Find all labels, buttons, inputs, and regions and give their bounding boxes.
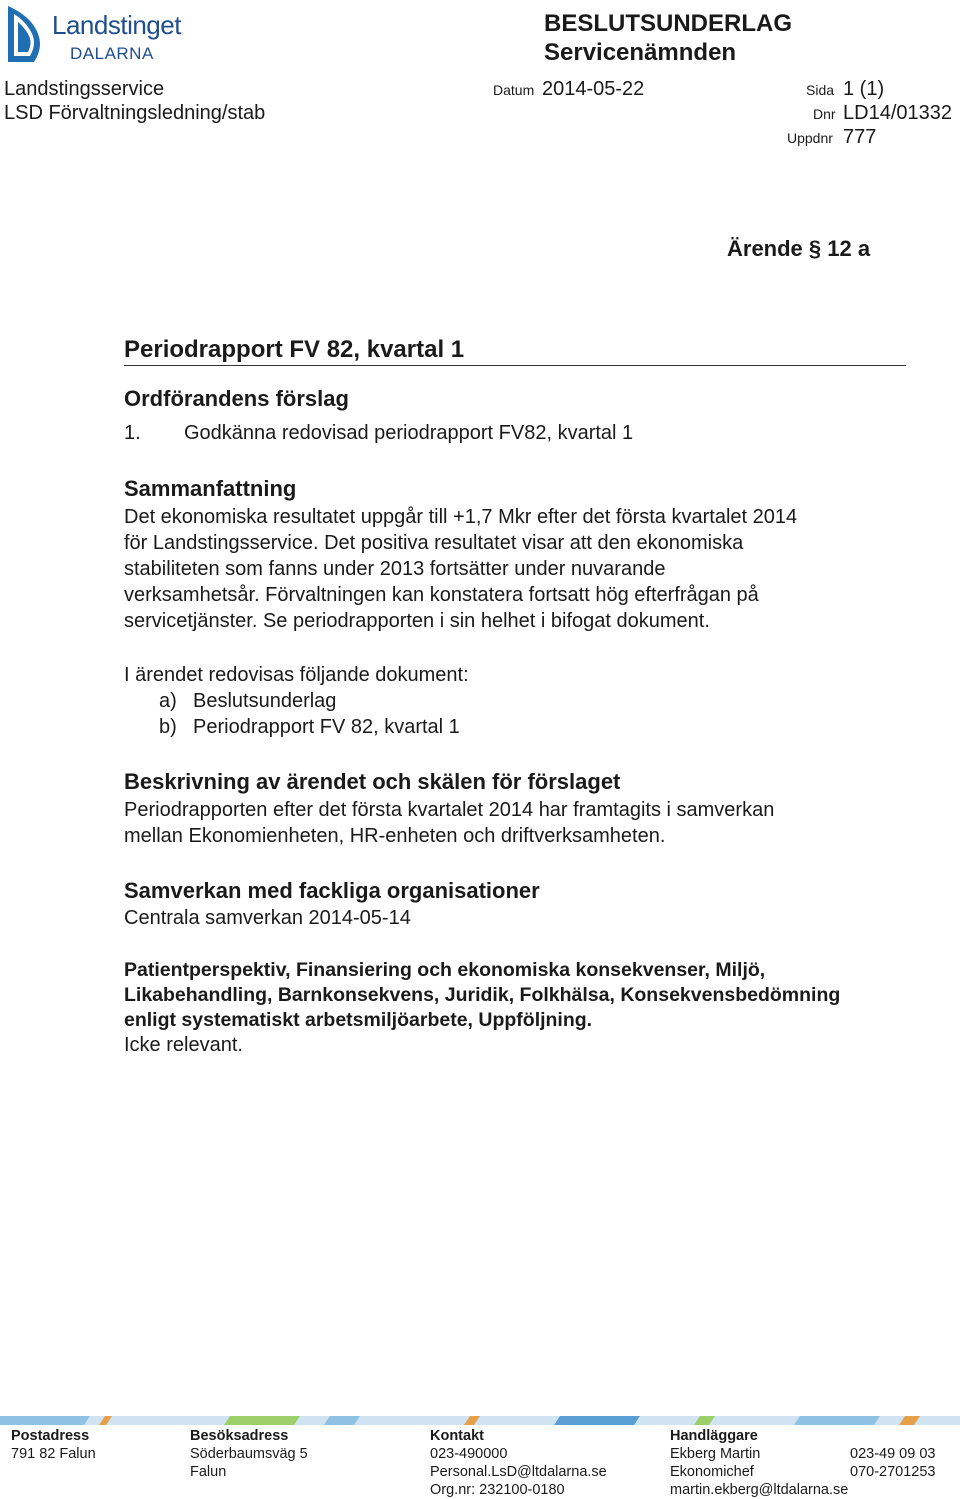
uppdnr-value: 777 (843, 126, 877, 148)
description-line: Periodrapporten efter det första kvartalet 2014 har framtagits i samverkan (124, 799, 775, 821)
date-value: 2014-05-22 (542, 78, 645, 100)
footer-label: Kontakt (430, 1428, 484, 1444)
perspectives-text: Icke relevant. (124, 1034, 243, 1056)
case-value: 12 a (827, 236, 871, 261)
dnr-value: LD14/01332 (843, 102, 952, 124)
document-text: Beslutsunderlag (193, 690, 337, 712)
perspectives-line: enligt systematiskt arbetsmiljöarbete, Uppföljning. (124, 1009, 593, 1031)
footer-line: Söderbaumsväg 5 (190, 1446, 308, 1462)
unit-name: LSD Förvaltningsledning/stab (4, 102, 266, 124)
footer-phone: 070-2701253 (850, 1464, 936, 1480)
logo-region: DALARNA (70, 44, 154, 63)
logo (4, 4, 181, 66)
summary-line: stabiliteten som fanns under 2013 fortsätter under nuvarande (124, 558, 666, 580)
footer-line: Ekberg Martin (670, 1446, 761, 1462)
footer-label: Handläggare (670, 1428, 758, 1444)
summary-line: Det ekonomiska resultatet uppgår till +1,7 Mkr efter det första kvartalet 2014 (124, 506, 798, 528)
footer-line: Org.nr: 232100-0180 (430, 1482, 565, 1498)
summary-line: servicetjänster. Se periodrapporten i sin helhet i bifogat dokument. (124, 610, 710, 632)
footer-label: Besöksadress (190, 1428, 289, 1444)
footer-kontakt (430, 1427, 607, 1499)
proposal-item-text: Godkänna redovisad periodrapport FV82, kvartal 1 (184, 422, 634, 444)
perspectives-line: Patientperspektiv, Finansiering och ekonomiska konsekvenser, Miljö, (124, 959, 766, 981)
footer-email: Personal.LsD@ltdalarna.se (430, 1464, 607, 1480)
summary-heading: Sammanfattning (124, 476, 297, 501)
logo-name: Landstinget (52, 10, 181, 40)
summary-line: verksamhetsår. Förvaltningen kan konstatera fortsatt hög efterfrågan på (124, 584, 759, 606)
footer-email: martin.ekberg@ltdalarna.se (670, 1482, 849, 1498)
footer-handlaggare (670, 1427, 848, 1499)
page-label: Sida (806, 82, 835, 98)
footer-label: Postadress (11, 1428, 90, 1444)
document-marker: b) (159, 716, 177, 738)
page-title: Periodrapport FV 82, kvartal 1 (124, 336, 465, 363)
document-text: Periodrapport FV 82, kvartal 1 (193, 716, 460, 738)
document-marker: a) (159, 690, 177, 712)
uppdnr-label: Uppdnr (787, 130, 833, 146)
description-heading: Beskrivning av ärendet och skälen för förslaget (124, 769, 621, 794)
perspectives-heading (124, 958, 840, 1033)
cooperation-text: Centrala samverkan 2014-05-14 (124, 907, 411, 929)
proposal-item (124, 420, 633, 446)
date-label: Datum (493, 82, 535, 98)
case-label: Ärende (727, 236, 803, 261)
summary-line: för Landstingsservice. Det positiva resultatet visar att den ekonomiska (124, 532, 744, 554)
documents-intro: I ärendet redovisas följande dokument: (124, 664, 469, 686)
document-item (159, 688, 336, 714)
cooperation-heading: Samverkan med fackliga organisationer (124, 878, 540, 903)
case-number (727, 236, 870, 262)
description-text (124, 797, 774, 849)
footer-phone: 023-49 09 03 (850, 1446, 936, 1462)
perspectives-line: Likabehandling, Barnkonsekvens, Juridik, Folkhälsa, Konsekvensbedömning (124, 984, 841, 1006)
summary-text (124, 504, 797, 634)
title-divider (124, 365, 906, 366)
page-value: 1 (1) (843, 78, 885, 100)
proposal-item-number: 1. (124, 422, 141, 444)
doc-type: BESLUTSUNDERLAG (544, 10, 793, 37)
footer-postadress (11, 1427, 96, 1463)
description-line: mellan Ekonomienheten, HR-enheten och driftverksamheten. (124, 825, 666, 847)
footer-phones (850, 1445, 935, 1481)
board-name: Servicenämnden (544, 39, 737, 66)
footer-line: Falun (190, 1464, 227, 1480)
document-item (159, 714, 460, 740)
dnr-label: Dnr (813, 106, 836, 122)
footer-line: 791 82 Falun (11, 1446, 96, 1462)
landstinget-logo-mark (4, 4, 48, 66)
footer-besoksadress (190, 1427, 308, 1481)
proposal-heading: Ordförandens förslag (124, 386, 349, 411)
org-name: Landstingsservice (4, 78, 165, 100)
footer-stripe (0, 1416, 960, 1425)
footer-line: 023-490000 (430, 1446, 508, 1462)
footer-line: Ekonomichef (670, 1464, 754, 1480)
section-sign: § (808, 236, 822, 261)
